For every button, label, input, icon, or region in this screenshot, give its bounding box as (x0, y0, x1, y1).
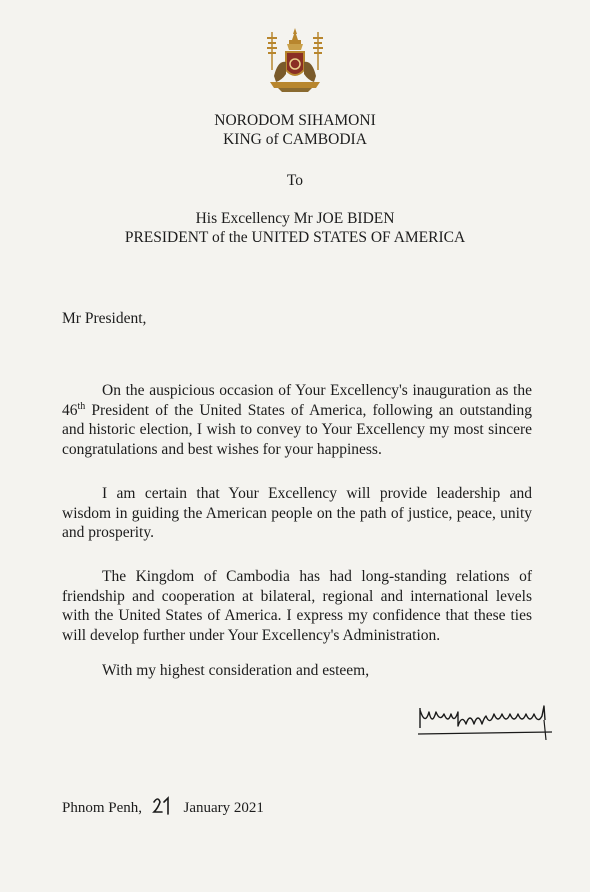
paragraph-2: I am certain that Your Excellency will provide leadership and wisdom in guiding the American people on the path of justice, peace, unity and prosperity. (62, 485, 532, 541)
recipient-title: PRESIDENT of the UNITED STATES OF AMERICA (124, 229, 466, 246)
handwritten-signature (416, 700, 556, 744)
paragraph-3: The Kingdom of Cambodia has had long-standing relations of friendship and cooperation at bilateral, regional and international levels with the United States of America. I express my confidence that these ties will develop further under Your Excellency's Administration. (62, 568, 532, 644)
paragraph-1-part1: On the auspicious occasion of Your Excellency's inauguration as the 46 (62, 382, 532, 419)
month-year: January 2021 (183, 800, 264, 816)
sender-name: NORODOM SIHAMONI (214, 112, 376, 129)
place-and-date (62, 796, 264, 817)
place: Phnom Penh, (62, 800, 143, 816)
sender-title: KING of CAMBODIA (223, 131, 367, 148)
to-label: To (286, 172, 304, 189)
paragraph-1 (62, 381, 532, 459)
handwritten-day-21 (152, 796, 172, 816)
royal-coat-of-arms-icon (258, 26, 332, 94)
paragraph-1-sup: th (77, 400, 86, 412)
paragraph-1-part2: President of the United States of America, following an outstanding and historic election, I wish to convey to Your Excellency my most sincere congratulations and best wishes for your happiness. (62, 401, 532, 458)
closing-line: With my highest consideration and esteem, (102, 662, 370, 679)
salutation: Mr President, (62, 310, 147, 327)
recipient-name: His Excellency Mr JOE BIDEN (195, 210, 395, 227)
